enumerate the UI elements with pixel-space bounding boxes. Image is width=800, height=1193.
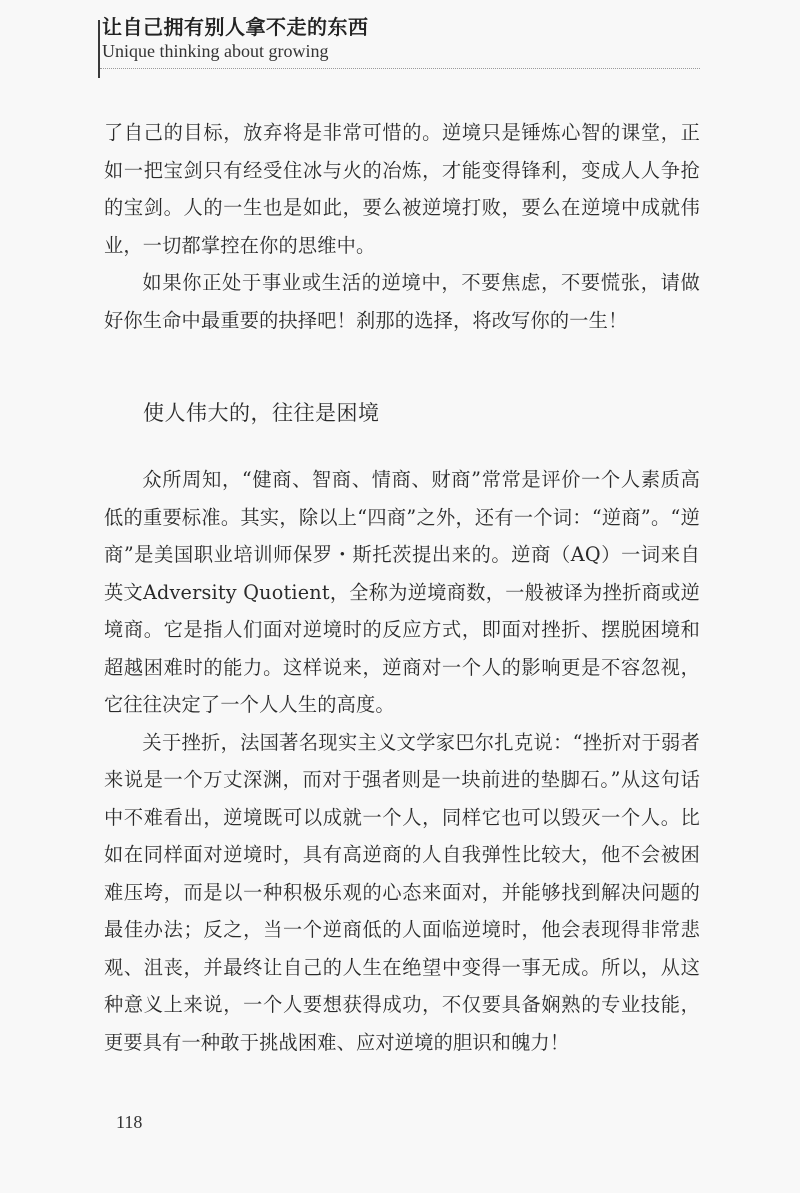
- page-number: 118: [116, 1112, 143, 1132]
- header-dotted-divider: [100, 68, 700, 69]
- paragraph: 关于挫折，法国著名现实主义文学家巴尔扎克说：“挫折对于弱者来说是一个万丈深渊，而对于强者则是一块前进的垫脚石。”从这句话中不难看出，逆境既可以成就一个人，同样它也可以毁灭一个人。比如在同样面对逆境时，具有高逆商的人自我弹性比较大，他不会被困难压垮，而是以一种积极乐观的心态来面对，并能够找到解决问题的最佳办法；反之，当一个逆商低的人面临逆境时，他会表现得非常悲观、沮丧，并最终让自己的人生在绝望中变得一事无成。所以，从这种意义上来说，一个人要想获得成功，不仅要具备娴熟的专业技能，更要具有一种敢于挑战困难、应对逆境的胆识和魄力！: [104, 730, 700, 1054]
- section-1-body: [104, 114, 700, 339]
- header-title: 让自己拥有别人拿不走的东西: [102, 15, 369, 39]
- running-header: [102, 14, 702, 62]
- header-vertical-rule: [98, 20, 100, 78]
- section-heading: 使人伟大的，往往是困境: [143, 401, 380, 425]
- paragraph: 如果你正处于事业或生活的逆境中，不要焦虑，不要慌张，请做好你生命中最重要的抉择吧！刹那的选择，将改写你的一生！: [104, 271, 700, 332]
- section-2-body: [104, 461, 700, 1061]
- header-subtitle: Unique thinking about growing: [102, 41, 329, 61]
- paragraph: 了自己的目标，放弃将是非常可惜的。逆境只是锤炼心智的课堂，正如一把宝剑只有经受住冰与火的冶炼，才能变得锋利，变成人人争抢的宝剑。人的一生也是如此，要么被逆境打败，要么在逆境中成就伟业，一切都掌控在你的思维中。: [104, 121, 700, 257]
- paragraph: 众所周知，“健商、智商、情商、财商”常常是评价一个人素质高低的重要标准。其实，除以上“四商”之外，还有一个词：“逆商”。“逆商”是美国职业培训师保罗・斯托茨提出来的。逆商（AQ）一词来自英文Adversity Quotient，全称为逆境商数，一般被译为挫折商或逆境商。它是指人们面对逆境时的反应方式，即面对挫折、摆脱困境和超越困难时的能力。这样说来，逆商对一个人的影响更是不容忽视，它往往决定了一个人人生的高度。: [104, 468, 700, 716]
